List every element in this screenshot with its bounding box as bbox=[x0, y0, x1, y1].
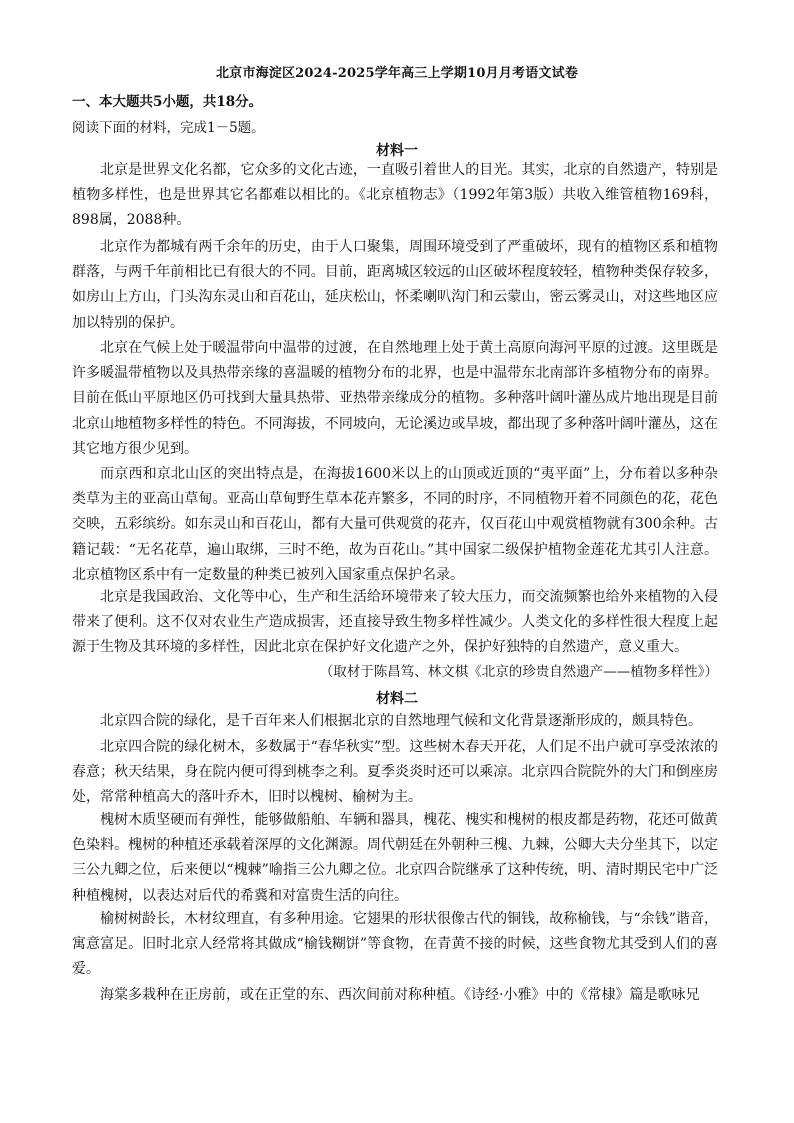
material-one-paragraph-4: 而京西和京北山区的突出特点是，在海拔1600米以上的山顶或近顶的“夷平面”上，分布着以多种杂类草为主的亚高山草甸。亚高山草甸野生草本花卉繁多，不同的时序，不同植物开着不同颜色的花，花色交映，五彩缤纷。如东灵山和百花山，都有大量可供观赏的花卉，仅百花山中观赏植物就有300余种。古籍记载：“无名花草，遍山取绑，三时不绝，故为百花山。”其中国家二级保护植物金莲花尤其引人注意。北京植物区系中有一定数量的种类已被列入国家重点保护名录。 bbox=[72, 466, 718, 583]
exam-title: 北京市海淀区2024-2025学年高三上学期10月月考语文试卷 bbox=[215, 66, 579, 81]
material-two-paragraph-3: 槐树木质坚硬而有弹性，能够做船舶、车辆和器具，槐花、槐实和槐树的根皮都是药物，花还可做黄色染料。槐树的种植还承载着深厚的文化渊源。周代朝廷在外朝种三槐、九棘，公卿大夫分坐其下，以定三公九卿之位，后来便以“槐棘”喻指三公九卿之位。北京四合院继承了这种传统，明、清时期民宅中广泛种植槐树，以表达对后代的希冀和对富贵生活的向往。 bbox=[72, 812, 718, 904]
material-one-paragraph-3: 北京在气候上处于暖温带向中温带的过渡，在自然地理上处于黄土高原向海河平原的过渡。这里既是许多暖温带植物以及具热带亲缘的喜温暖的植物分布的北界，也是中温带东北南部许多植物分布的南界。目前在低山平原地区仍可找到大量具热带、亚热带亲缘成分的植物。多种落叶阔叶灌丛成片地出现是目前北京山地植物多样性的特色。不同海拔，不同坡向，无论溪边或旱坡，都出现了多种落叶阔叶灌丛，这在其它地方很少见到。 bbox=[72, 340, 718, 457]
material-one-paragraph-1: 北京是世界文化名都，它众多的文化古迹，一直吸引着世人的目光。其实，北京的自然遗产，特别是植物多样性，也是世界其它名都难以相比的。《北京植物志》（1992年第3版）共收入维管植物169科，898属，2088种。 bbox=[72, 162, 718, 229]
material-two-paragraph-5: 海棠多栽种在正房前，或在正堂的东、西次间前对称种植。《诗经·小雅》中的《常棣》篇是歌咏兄 bbox=[100, 987, 700, 1003]
material-one-paragraph-5: 北京是我国政治、文化等中心，生产和生活给环境带来了较大压力，而交流频繁也给外来植物的入侵带来了便利。这不仅对农业生产造成损害，还直接导致生物多样性减少。人类文化的多样性很大程度上起源于生物及其环境的多样性，因此北京在保护好文化遗产之外，保护好独特的自然遗产，意义重大。 bbox=[72, 589, 718, 656]
material-two-heading: 材料二 bbox=[376, 691, 418, 707]
material-one-paragraph-2: 北京作为都城有两千余年的历史，由于人口聚集，周围环境受到了严重破坏，现有的植物区系和植物群落，与两千年前相比已有很大的不同。目前，距离城区较远的山区破坏程度较轻，植物种类保存较多，如房山上方山，门头沟东灵山和百花山，延庆松山，怀柔喇叭沟门和云蒙山，密云雾灵山，对这些地区应加以特别的保护。 bbox=[72, 239, 718, 331]
material-one-source: （取材于陈昌笃、林文棋《北京的珍贵自然遗产——植物多样性》） bbox=[319, 664, 718, 680]
reading-instruction: 阅读下面的材料，完成1－5题。 bbox=[72, 120, 265, 136]
material-two-paragraph-2: 北京四合院的绿化树木，多数属于“春华秋实”型。这些树木春天开花，人们足不出户就可享受浓浓的春意；秋天结果，身在院内便可得到桃李之利。夏季炎炎时还可以乘凉。北京四合院院外的大门和倒座房处，常常种植高大的落叶乔木，旧时以槐树、榆树为主。 bbox=[72, 739, 718, 806]
material-one-heading: 材料一 bbox=[376, 143, 418, 159]
section-heading: 一、本大题共5小题，共18分。 bbox=[72, 94, 263, 110]
material-two-paragraph-4: 榆树树龄长，木材纹理直，有多种用途。它翅果的形状很像古代的铜钱，故称榆钱，与“余钱”谐音，寓意富足。旧时北京人经常将其做成“榆钱糊饼”等食物，在青黄不接的时候，这些食物尤其受到人们的喜爱。 bbox=[72, 911, 718, 978]
material-two-paragraph-1: 北京四合院的绿化，是千百年来人们根据北京的自然地理气候和文化背景逐渐形成的，颇具特色。 bbox=[100, 713, 702, 729]
